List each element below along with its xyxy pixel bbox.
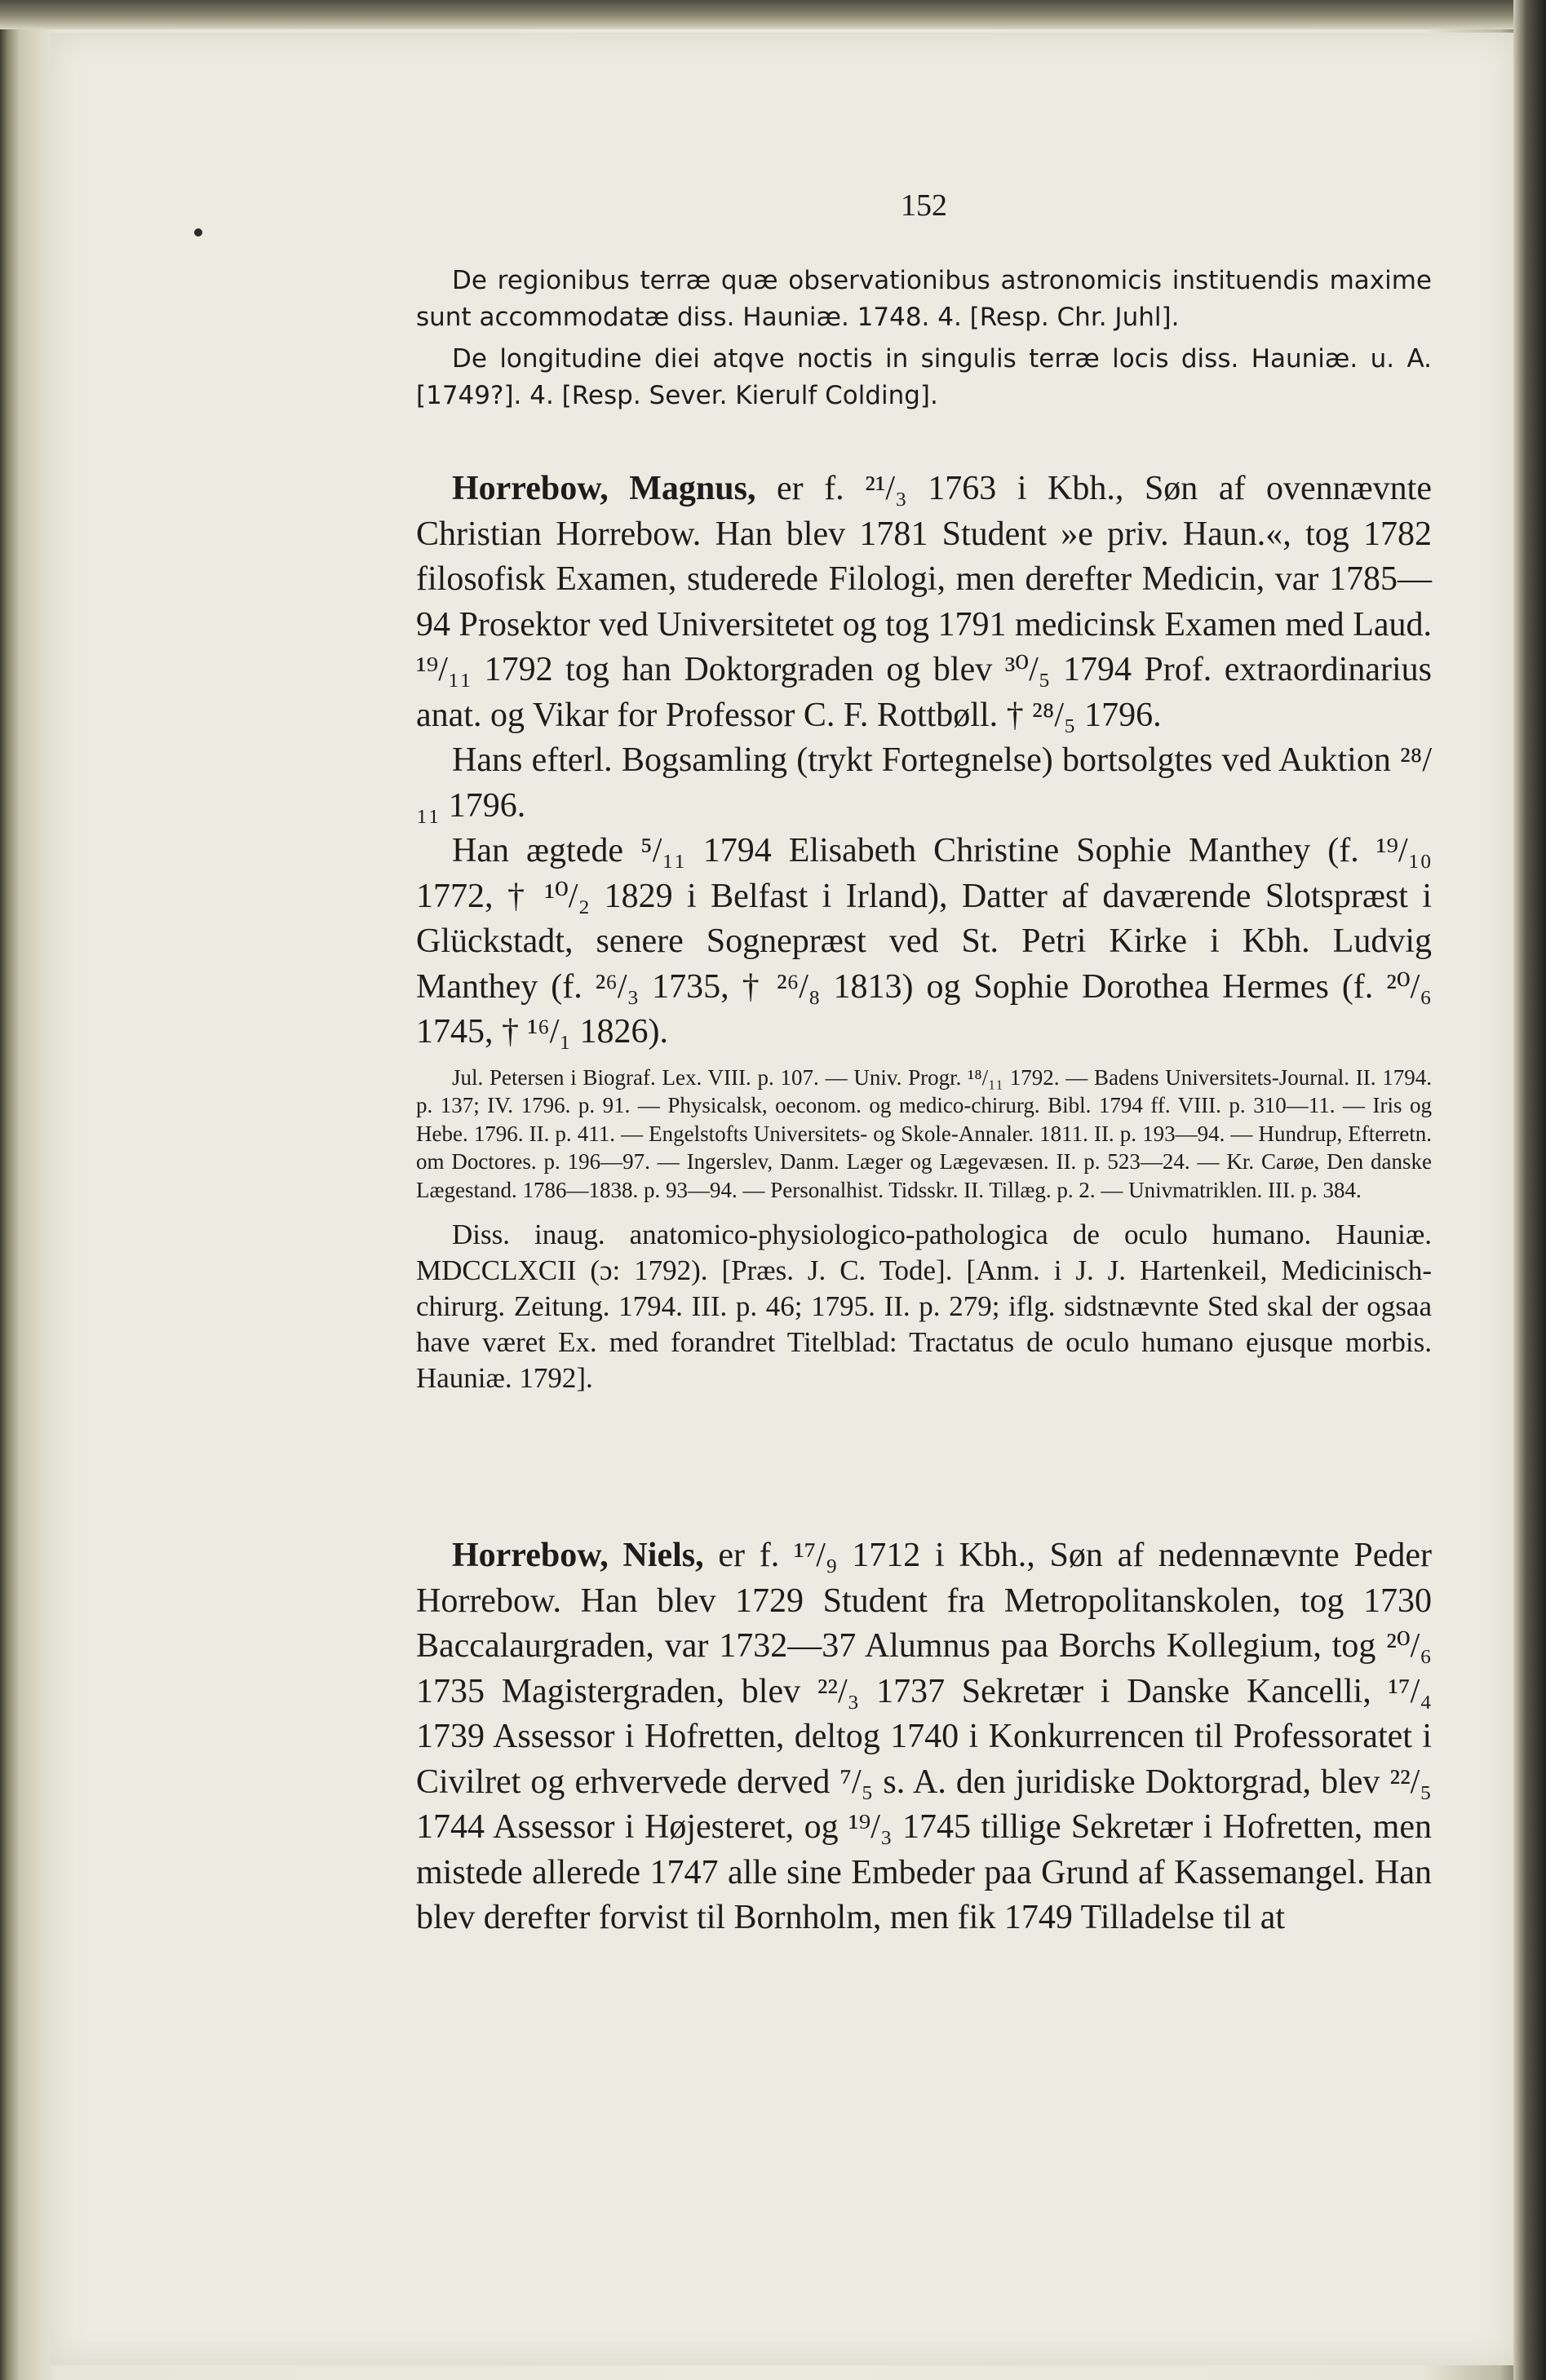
magnus-dissertation: Diss. inaug. anatomico-physiologico-pathologica de oculo humano. Hauniæ. MDCCLXCII (ɔ: 1792). [Præs. J. C. Tode]. [Anm. i J. J. Hartenkeil, Medicinisch-chirurg. Zeitung. 1794. III. p. 46; 1795. II. p. 279; iflg. sidstnævnte Sted skal der ogsaa have været Ex. med forandret Titelblad: Tractatus de oculo humano ejusque morbis. Hauniæ. 1792].	[416, 1219, 1432, 1394]
magnus-bio-text: er f. ²¹/₃ 1763 i Kbh., Søn af ovennævnte Christian Horrebow. Han blev 1781 Student »e priv. Haun.«, tog 1782 filosofisk Examen, studerede Filologi, men derefter Medicin, var 1785—94 Prosektor ved Universitetet og tog 1791 medicinsk Examen med Laud. ¹⁹/₁₁ 1792 tog han Doktorgraden og blev ³⁰/₅ 1794 Prof. extraordinarius anat. og Vikar for Professor C. F. Rottbøll. † ²⁸/₅ 1796.	[416, 470, 1432, 734]
niels-biography	[416, 1533, 1432, 1941]
magnus-marriage: Han ægtede ⁵/₁₁ 1794 Elisabeth Christine Sophie Manthey (f. ¹⁹/₁₀ 1772, † ¹⁰/₂ 1829 i Belfast i Irland), Datter af daværende Slotspræst i Glückstadt, senere Sognepræst ved St. Petri Kirke i Kbh. Ludvig Manthey (f. ²⁶/₃ 1735, † ²⁶/₈ 1813) og Sophie Dorothea Hermes (f. ²⁰/₆ 1745, † ¹⁶/₁ 1826).	[416, 832, 1432, 1051]
magnus-references: Jul. Petersen i Biograf. Lex. VIII. p. 107. — Univ. Progr. ¹⁸/₁₁ 1792. — Badens Universitets-Journal. II. 1794. p. 137; IV. 1796. p. 91. — Physicalsk, oeconom. og medico-chirurg. Bibl. 1794 ff. VIII. p. 310—11. — Iris og Hebe. 1796. II. p. 411. — Engelstofts Universitets- og Skole-Annaler. 1811. II. p. 193—94. — Hundrup, Efterretn. om Doctores. p. 196—97. — Ingerslev, Danm. Læger og Lægevæsen. II. p. 523—24. — Kr. Carøe, Den danske Lægestand. 1786—1838. p. 93—94. — Personalhist. Tidsskr. II. Tillæg. p. 2. — Univmatriklen. III. p. 384.	[416, 1064, 1432, 1202]
magnus-biography	[416, 467, 1432, 738]
page-right-edge	[1513, 0, 1546, 2380]
margin-dot	[194, 228, 202, 237]
entry-niels-horrebow	[416, 1533, 1432, 1941]
magnus-library: Hans efterl. Bogsamling (trykt Fortegnelse) bortsolgtes ved Auktion ²⁸/₁₁ 1796.	[416, 741, 1432, 825]
top-entries	[416, 263, 1432, 414]
dissertation-entry-1: De regionibus terræ quæ observationibus astronomicis instituendis maxime sunt accommodatæ diss. Hauniæ. 1748. 4. [Resp. Chr. Juhl].	[416, 266, 1432, 332]
magnus-name: Horrebow, Magnus,	[452, 470, 756, 507]
niels-bio-text: er f. ¹⁷/₉ 1712 i Kbh., Søn af nedennævnte Peder Horrebow. Han blev 1729 Student fra Metropolitanskolen, tog 1730 Baccalaurgraden, var 1732—37 Alumnus paa Borchs Kollegium, tog ²⁰/₆ 1735 Magistergraden, blev ²²/₃ 1737 Sekretær i Danske Kancelli, ¹⁷/₄ 1739 Assessor i Hofretten, deltog 1740 i Konkurrencen til Professoratet i Civilret og erhvervede derved ⁷/₅ s. A. den juridiske Doktorgrad, blev ²²/₅ 1744 Assessor i Højesteret, og ¹⁹/₃ 1745 tillige Sekretær i Hofretten, men mistede allerede 1747 alle sine Embeder paa Grund af Kassemangel. Han blev derefter forvist til Bornholm, men fik 1749 Tilladelse til at	[416, 1537, 1432, 1936]
dissertation-entry-2: De longitudine diei atqve noctis in singulis terræ locis diss. Hauniæ. u. A. [1749?]. 4. [Resp. Sever. Kierulf Colding].	[416, 344, 1432, 410]
entry-magnus-horrebow	[416, 467, 1432, 1396]
page-top-edge	[0, 0, 1546, 29]
page-number: 152	[901, 188, 947, 223]
niels-name: Horrebow, Niels,	[452, 1537, 704, 1574]
